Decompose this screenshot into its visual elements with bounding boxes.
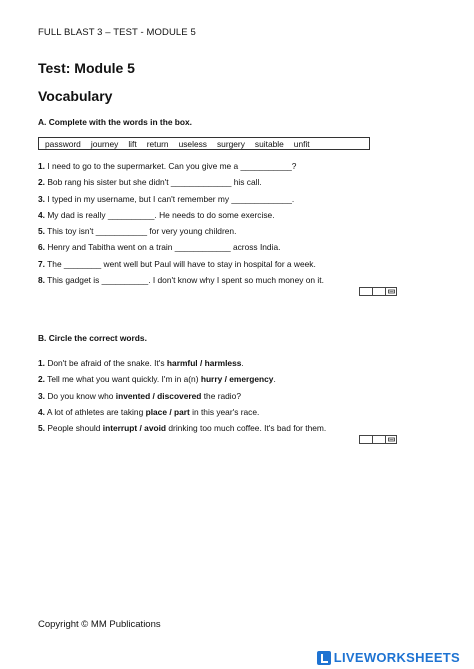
word-box-word: lift [128,138,137,149]
word-box-word: journey [90,138,119,149]
question-item: 1. Don't be afraid of the snake. It's harmful / harmless. [38,358,244,368]
question-item: 6. Henry and Tabitha went on a train ____________ across India. [38,242,281,253]
copyright-footer: Copyright © MM Publications [38,619,161,630]
word-box-word: unfit [293,138,310,149]
answer-options[interactable]: hurry / emergency [200,374,274,385]
score-box[interactable] [359,435,397,444]
section-b-list [38,357,326,438]
section-a-heading: A. Complete with the words in the box. [38,117,193,127]
question-item: 2. Tell me what you want quickly. I'm in a(n) hurry / emergency. [38,374,276,385]
word-box-word: surgery [216,138,245,149]
question-item: 3. I typed in my username, but I can't remember my _____________. [38,193,295,204]
question-item: 7. The ________ went well but Paul will have to stay in hospital for a week. [38,258,316,269]
score-cell[interactable] [373,436,386,443]
word-box-word: return [146,138,169,149]
question-item: 8. This gadget is __________. I don't know why I spent so much money on it. [38,275,324,286]
answer-options[interactable]: place / part [145,406,190,417]
score-cell[interactable] [360,288,373,295]
question-item: 4. My dad is really __________. He needs to do some exercise. [38,209,275,220]
section-b-heading: B. Circle the correct words. [38,333,147,343]
answer-options[interactable]: interrupt / avoid [102,423,167,434]
score-box[interactable] [359,287,397,296]
word-box [38,137,370,150]
word-box-word: suitable [254,138,284,149]
score-cell[interactable] [360,436,373,443]
page-title: Test: Module 5 [38,60,135,76]
question-item: 3. Do you know who invented / discovered the radio? [38,390,241,401]
score-cell[interactable] [373,288,386,295]
question-item: 5. This toy isn't ___________ for very young children. [38,226,237,237]
word-box-word: useless [178,138,207,149]
question-item: 1. I need to go to the supermarket. Can you give me a ___________? [38,161,297,171]
answer-options[interactable]: invented / discovered [115,390,202,401]
liveworksheets-logo[interactable] [317,650,460,665]
pencil-icon [386,288,396,295]
question-item: 2. Bob rang his sister but she didn't _____________ his call. [38,177,262,188]
pencil-icon [386,436,396,443]
question-item: 4. A lot of athletes are taking place / part in this year's race. [38,406,260,417]
section-a-list [38,160,324,290]
word-box-word: password [45,138,81,149]
liveworksheets-logo-icon [317,651,331,665]
logo-text: LIVEWORKSHEETS [333,650,460,665]
question-item: 5. People should interrupt / avoid drinking too much coffee. It's bad for them. [38,423,327,434]
page-header: FULL BLAST 3 – TEST - MODULE 5 [38,27,196,38]
answer-options[interactable]: harmful / harmless [166,358,242,368]
section-title: Vocabulary [38,88,113,104]
